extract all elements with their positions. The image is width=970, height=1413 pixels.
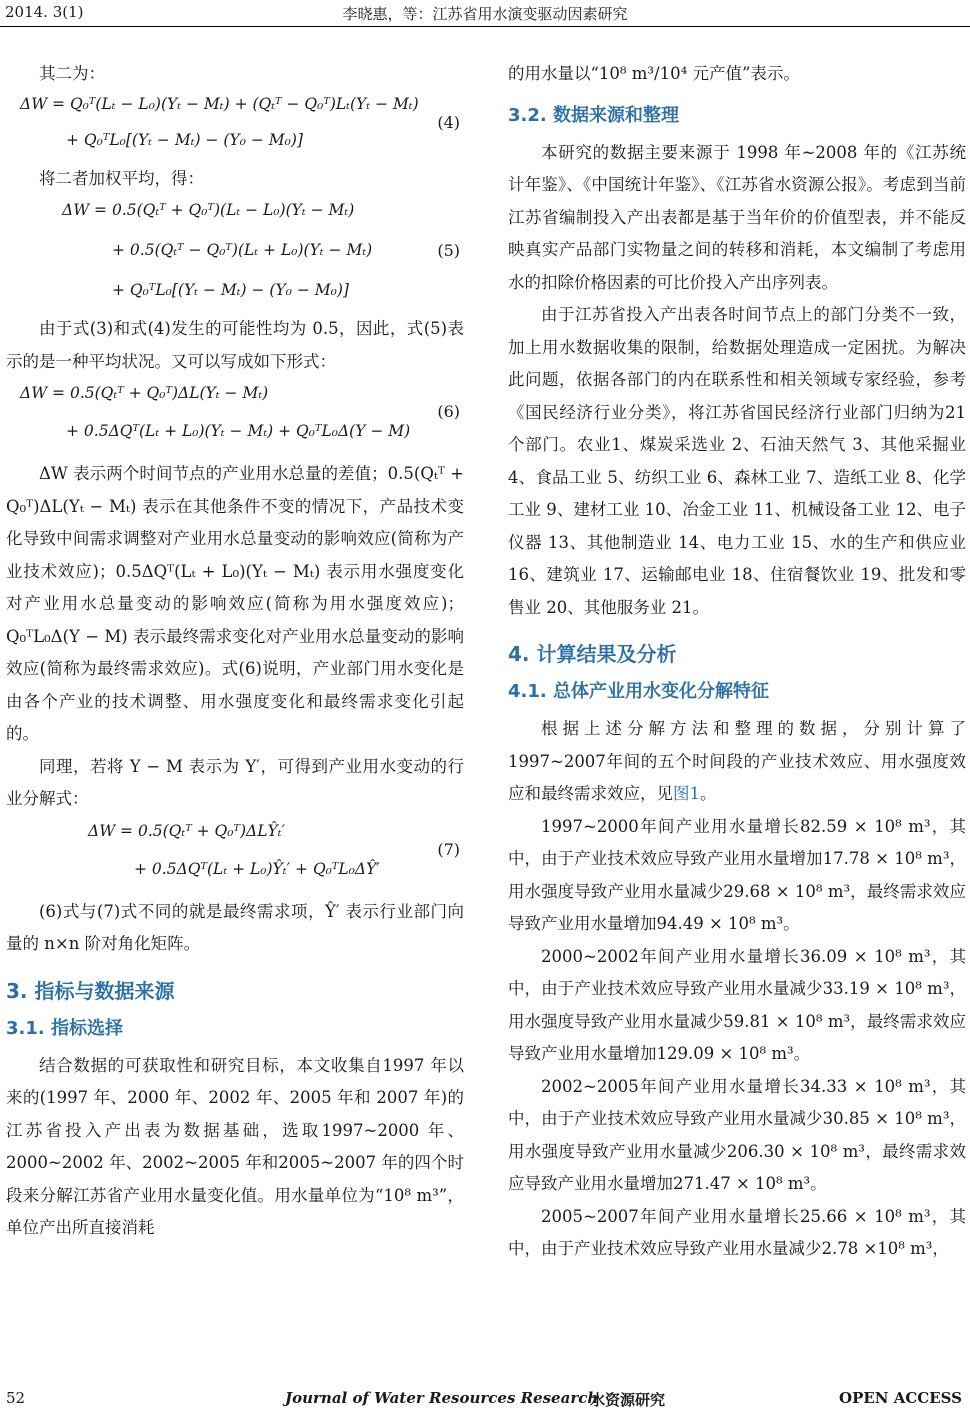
paragraph-text: 。 [700,784,717,803]
equation-line: + 0.5ΔQᵀ(Lₜ + L₀)(Yₜ − Mₜ) + Q₀ᵀL₀Δ(Y − M) [66,422,411,440]
equation-line: + 0.5(Qₜᵀ − Q₀ᵀ)(Lₜ + L₀)(Yₜ − Mₜ) [112,241,373,259]
paragraph [508,713,966,811]
equation-7 [6,816,464,896]
equation-5 [6,195,464,313]
subsection-heading: 3.2. 数据来源和整理 [508,104,679,126]
paragraph: 1997~2000年间产业用水量增长82.59 × 10⁸ m³，其中，由于产业技术效应导致产业用水量增加17.78 × 10⁸ m³，用水强度导致产业用水量减少29.68 × 10⁸ m³，最终需求效应导致产业用水量增加94.49 × 10⁸ m³。 [508,816,966,933]
section-heading: 3. 指标与数据来源 [6,978,175,1003]
paragraph: 由于江苏省投入产出表各时间节点上的部门分类不一致，加上用水数据收集的限制，给数据处理造成一定困扰。为解决此问题，依据各部门的内在联系性和相关领域专家经验，参考《国民经济行业分类》，将江苏省国民经济行业部门归纳为21个部门。农业1、煤炭采选业 2、石油天然气 3、其他采掘业 4、食品工业 5、纺织工业 6、森林工业 7、造纸工业 8、化学工业 9、建材工业 10、冶金工业 11、机械设备工业 12、电子仪器 13、其他制造业 14、电力工业 15、水的生产和供应业 16、建筑业 17、运输邮电业 18、住宿餐饮业 19、批发和零售业 20、其他服务业 21。 [508,305,966,617]
page-number: 52 [6,1389,26,1407]
equation-4 [6,91,464,163]
paragraph: 其二为： [39,64,105,83]
paragraph: 将二者加权平均，得： [39,168,204,188]
subsection-heading: 3.1. 指标选择 [6,1017,123,1039]
paragraph: 结合数据的可获取性和研究目标，本文收集自1997 年以来的(1997 年、2000 年、2002 年、2005 年和 2007 年)的江苏省投入产出表为数据基础，选取1997~2000 年、2000~2002 年、2002~2005 年和2005~2007 年的四个时段来分解江苏省产业用水量变化值。用水量单位为“10⁸ m³”，单位产出所直接消耗 [6,1055,464,1237]
equation-line: + Q₀ᵀL₀[(Yₜ − Mₜ) − (Y₀ − M₀)] [112,281,349,299]
equation-line: + Q₀ᵀL₀[(Yₜ − Mₜ) − (Y₀ − M₀)] [66,130,303,149]
open-access-label: OPEN ACCESS [839,1389,962,1407]
journal-name: Journal of Water Resources Research [285,1389,599,1407]
paragraph: 本研究的数据主要来源于 1998 年~2008 年的《江苏统计年鉴》、《中国统计年鉴》、《江苏省水资源公报》。考虑到当前江苏省编制投入产出表都是基于当年价的价值型表，并不能反映真实产品部门实物量之间的转移和消耗，本文编制了考虑用水的扣除价格因素的可比价投入产出序列表。 [508,142,966,292]
equation-number: (6) [437,402,460,421]
equation-number: (5) [437,241,460,260]
equation-number: (4) [437,112,460,132]
paragraph-text: 根据上述分解方法和整理的数据，分别计算了1997~2007年间的五个时间段的产业技术效应、用水强度效应和最终需求效应，见 [508,719,966,803]
equation-line: ΔW = 0.5(Qₜᵀ + Q₀ᵀ)ΔL(Yₜ − Mₜ) [20,384,269,402]
equation-number: (7) [437,839,460,859]
journal-name-cn: 水资源研究 [590,1391,666,1409]
page-header [0,0,970,27]
issue-label: 2014. 3(1) [5,3,84,21]
paragraph: 的用水量以“10⁸ m³/10⁴ 元产值”表示。 [508,64,800,83]
right-column [508,58,966,1266]
figure-link[interactable]: 图1 [673,784,700,803]
section-heading: 4. 计算结果及分析 [508,642,677,666]
paragraph: 同理，若将 Y − M 表示为 Y′，可得到产业用水变动的行业分解式： [6,756,464,808]
equation-line: ΔW = Q₀ᵀ(Lₜ − L₀)(Yₜ − Mₜ) + (Qₜᵀ − Q₀ᵀ)Lₜ(Yₜ − Mₜ) [20,94,419,113]
paragraph: 2002~2005年间产业用水量增长34.33 × 10⁸ m³，其中，由于产业技术效应导致产业用水量减少30.85 × 10⁸ m³，用水强度导致产业用水量减少206.30 × 10⁸ m³，最终需求效应导致产业用水量增加271.47 × 10⁸ m³。 [508,1076,966,1193]
paragraph: 2005~2007年间产业用水量增长25.66 × 10⁸ m³，其中，由于产业技术效应导致产业用水量减少2.78 ×10⁸ m³， [508,1206,966,1258]
left-column [6,58,464,1245]
equation-6 [6,378,464,458]
equation-line: ΔW = 0.5(Qₜᵀ + Q₀ᵀ)ΔLŶₜ′ [88,821,286,840]
paragraph: 由于式(3)和式(4)发生的可能性均为 0.5，因此，式(5)表示的是一种平均状况。又可以写成如下形式： [6,319,464,371]
page-footer [0,1385,970,1413]
running-title: 李晓惠，等：江苏省用水演变驱动因素研究 [342,5,628,23]
paragraph: 2000~2002年间产业用水量增长36.09 × 10⁸ m³，其中，由于产业技术效应导致产业用水量减少33.19 × 10⁸ m³，用水强度导致产业用水量减少59.81 × 10⁸ m³，最终需求效应导致产业用水量增加129.09 × 10⁸ m³。 [508,946,966,1063]
subsection-heading: 4.1. 总体产业用水变化分解特征 [508,681,769,702]
equation-line: + 0.5ΔQᵀ(Lₜ + L₀)Ŷₜ′ + Q₀ᵀL₀ΔŶ′ [134,859,380,878]
equation-line: ΔW = 0.5(Qₜᵀ + Q₀ᵀ)(Lₜ − L₀)(Yₜ − Mₜ) [62,201,355,219]
paragraph: (6)式与(7)式不同的就是最终需求项，Ŷ′ 表示行业部门向量的 n×n 阶对角化矩阵。 [6,901,464,953]
paragraph: ΔW 表示两个时间节点的产业用水总量的差值；0.5(Qₜᵀ + Q₀ᵀ)ΔL(Yₜ − Mₜ) 表示在其他条件不变的情况下，产品技术变化导致中间需求调整对产业用水总量变动的影响效应(简称为产业技术效应)；0.5ΔQᵀ(Lₜ + L₀)(Yₜ − Mₜ) 表示用水强度变化对产业用水总量变动的影响效应(简称为用水强度效应)；Q₀ᵀL₀Δ(Y − M) 表示最终需求变化对产业用水总量变动的影响效应(简称为最终需求效应)。式(6)说明，产业部门用水变化是由各个产业的技术调整、用水强度变化和最终需求变化引起的。 [6,464,464,743]
